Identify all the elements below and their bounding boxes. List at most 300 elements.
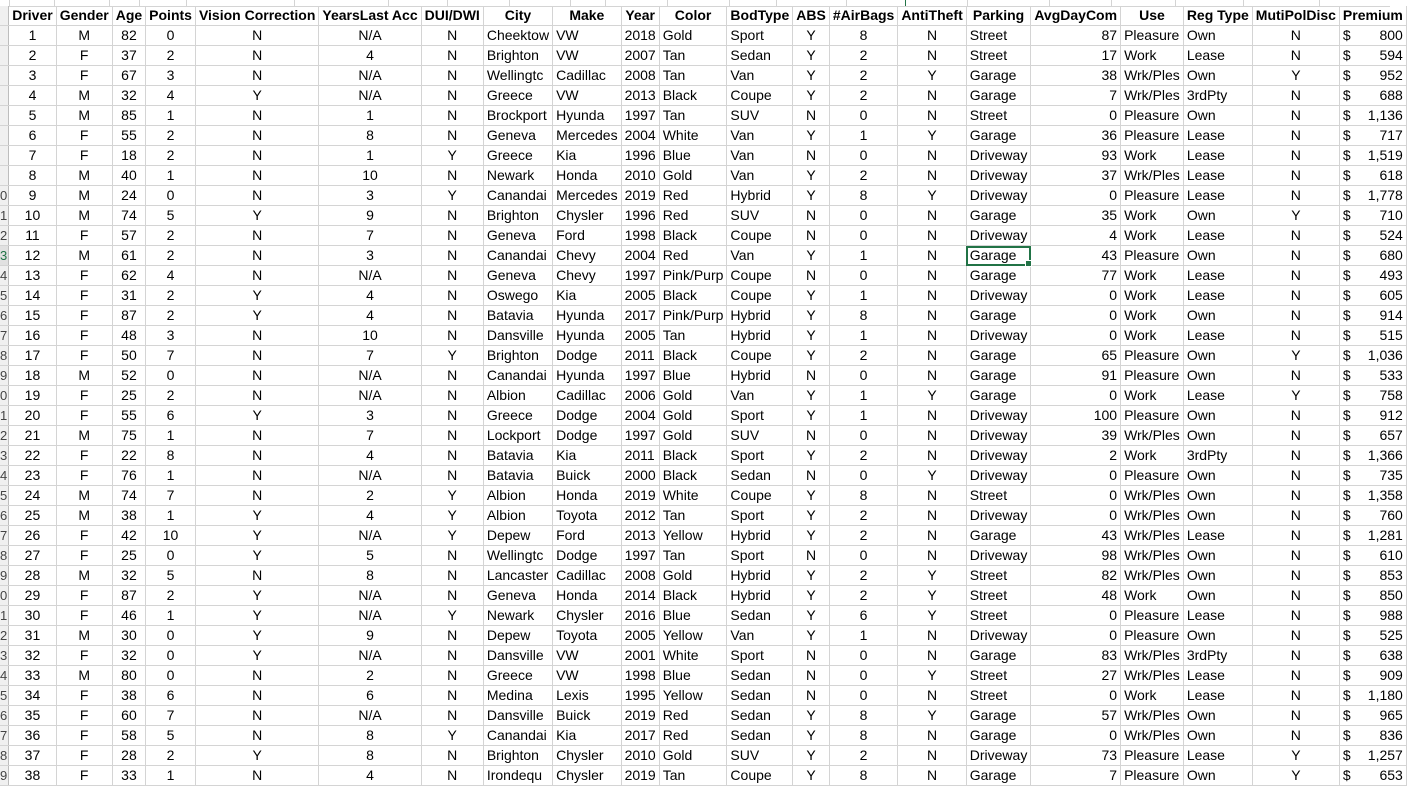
header-use[interactable]: Use bbox=[1121, 6, 1184, 26]
cell-use[interactable]: Wrk/Ples bbox=[1121, 426, 1184, 446]
header-bodtype[interactable]: BodType bbox=[727, 6, 793, 26]
cell-points[interactable]: 0 bbox=[146, 186, 196, 206]
cell-age[interactable]: 32 bbox=[112, 566, 145, 586]
cell-airbags[interactable]: 1 bbox=[829, 126, 897, 146]
cell-parking[interactable]: Garage bbox=[966, 726, 1031, 746]
cell-make[interactable]: Chysler bbox=[553, 766, 621, 786]
cell-year[interactable]: 2006 bbox=[621, 386, 659, 406]
cell-use[interactable]: Pleasure bbox=[1121, 346, 1184, 366]
cell-bodtype[interactable]: Coupe bbox=[727, 86, 793, 106]
cell-color[interactable]: Pink/Purp bbox=[659, 306, 727, 326]
cell-airbags[interactable]: 8 bbox=[829, 486, 897, 506]
cell-mutipoldisc[interactable]: N bbox=[1252, 506, 1339, 526]
cell-gender[interactable]: F bbox=[56, 726, 112, 746]
cell-vision-correction[interactable]: Y bbox=[195, 306, 318, 326]
cell-color[interactable]: Blue bbox=[659, 366, 727, 386]
cell-age[interactable]: 40 bbox=[112, 166, 145, 186]
cell-points[interactable]: 1 bbox=[146, 106, 196, 126]
cell-use[interactable]: Wrk/Ples bbox=[1121, 66, 1184, 86]
cell-vision-correction[interactable]: N bbox=[195, 266, 318, 286]
cell-gender[interactable]: F bbox=[56, 386, 112, 406]
cell-bodtype[interactable]: SUV bbox=[727, 746, 793, 766]
cell-bodtype[interactable]: Hybrid bbox=[727, 326, 793, 346]
cell-use[interactable]: Pleasure bbox=[1121, 746, 1184, 766]
cell-antitheft[interactable]: N bbox=[898, 646, 966, 666]
cell-make[interactable]: Ford bbox=[553, 226, 621, 246]
cell-mutipoldisc[interactable]: N bbox=[1252, 46, 1339, 66]
cell-vision-correction[interactable]: Y bbox=[195, 606, 318, 626]
cell-city[interactable]: Geneva bbox=[483, 126, 552, 146]
cell-airbags[interactable]: 0 bbox=[829, 646, 897, 666]
cell-yearslast-acc[interactable]: 2 bbox=[319, 666, 421, 686]
cell-vision-correction[interactable]: N bbox=[195, 66, 318, 86]
cell-driver[interactable]: 7 bbox=[9, 146, 56, 166]
cell-make[interactable]: Kia bbox=[553, 446, 621, 466]
cell-vision-correction[interactable]: Y bbox=[195, 406, 318, 426]
cell-year[interactable]: 2012 bbox=[621, 506, 659, 526]
cell-reg-type[interactable]: Lease bbox=[1183, 606, 1252, 626]
cell-parking[interactable]: Street bbox=[966, 106, 1031, 126]
cell-reg-type[interactable]: Own bbox=[1183, 506, 1252, 526]
cell-airbags[interactable]: 0 bbox=[829, 426, 897, 446]
cell-mutipoldisc[interactable]: N bbox=[1252, 686, 1339, 706]
cell-bodtype[interactable]: Sedan bbox=[727, 706, 793, 726]
cell-gender[interactable]: F bbox=[56, 526, 112, 546]
cell-age[interactable]: 28 bbox=[112, 746, 145, 766]
cell-mutipoldisc[interactable]: N bbox=[1252, 266, 1339, 286]
cell-driver[interactable]: 33 bbox=[9, 666, 56, 686]
cell-antitheft[interactable]: N bbox=[898, 686, 966, 706]
cell-yearslast-acc[interactable]: N/A bbox=[319, 66, 421, 86]
cell-dui-dwi[interactable]: Y bbox=[421, 726, 483, 746]
cell-premium[interactable] bbox=[1339, 446, 1406, 466]
cell-use[interactable]: Pleasure bbox=[1121, 126, 1184, 146]
cell-mutipoldisc[interactable]: Y bbox=[1252, 206, 1339, 226]
cell-make[interactable]: Toyota bbox=[553, 506, 621, 526]
cell-use[interactable]: Wrk/Ples bbox=[1121, 546, 1184, 566]
cell-city[interactable]: Batavia bbox=[483, 466, 552, 486]
cell-yearslast-acc[interactable]: N/A bbox=[319, 586, 421, 606]
cell-age[interactable]: 58 bbox=[112, 726, 145, 746]
cell-reg-type[interactable]: Own bbox=[1183, 626, 1252, 646]
cell-city[interactable]: Canandai bbox=[483, 186, 552, 206]
cell-airbags[interactable]: 6 bbox=[829, 606, 897, 626]
cell-yearslast-acc[interactable]: 2 bbox=[319, 486, 421, 506]
cell-yearslast-acc[interactable]: N/A bbox=[319, 526, 421, 546]
row-number[interactable]: 1 bbox=[0, 406, 9, 426]
cell-make[interactable]: Honda bbox=[553, 166, 621, 186]
cell-antitheft[interactable]: Y bbox=[898, 666, 966, 686]
cell-bodtype[interactable]: SUV bbox=[727, 206, 793, 226]
row-number[interactable]: 7 bbox=[0, 726, 9, 746]
cell-antitheft[interactable]: Y bbox=[898, 586, 966, 606]
cell-driver[interactable]: 38 bbox=[9, 766, 56, 786]
cell-abs[interactable]: Y bbox=[793, 406, 830, 426]
cell-mutipoldisc[interactable]: N bbox=[1252, 486, 1339, 506]
cell-premium[interactable] bbox=[1339, 166, 1406, 186]
cell-mutipoldisc[interactable]: N bbox=[1252, 406, 1339, 426]
cell-dui-dwi[interactable]: N bbox=[421, 426, 483, 446]
cell-mutipoldisc[interactable]: Y bbox=[1252, 346, 1339, 366]
cell-use[interactable]: Pleasure bbox=[1121, 186, 1184, 206]
cell-age[interactable]: 33 bbox=[112, 766, 145, 786]
cell-yearslast-acc[interactable]: 8 bbox=[319, 566, 421, 586]
cell-year[interactable]: 1996 bbox=[621, 146, 659, 166]
cell-points[interactable]: 7 bbox=[146, 706, 196, 726]
cell-color[interactable]: Black bbox=[659, 446, 727, 466]
cell-driver[interactable]: 37 bbox=[9, 746, 56, 766]
cell-age[interactable]: 74 bbox=[112, 206, 145, 226]
cell-age[interactable]: 60 bbox=[112, 706, 145, 726]
cell-mutipoldisc[interactable]: N bbox=[1252, 566, 1339, 586]
cell-airbags[interactable]: 1 bbox=[829, 246, 897, 266]
cell-year[interactable]: 2005 bbox=[621, 626, 659, 646]
cell-premium[interactable] bbox=[1339, 86, 1406, 106]
cell-bodtype[interactable]: Coupe bbox=[727, 226, 793, 246]
cell-antitheft[interactable]: N bbox=[898, 266, 966, 286]
cell-city[interactable]: Batavia bbox=[483, 446, 552, 466]
cell-bodtype[interactable]: SUV bbox=[727, 426, 793, 446]
cell-gender[interactable]: M bbox=[56, 506, 112, 526]
cell-driver[interactable]: 34 bbox=[9, 686, 56, 706]
row-number[interactable]: 2 bbox=[0, 426, 9, 446]
cell-driver[interactable]: 1 bbox=[9, 26, 56, 46]
cell-mutipoldisc[interactable]: N bbox=[1252, 186, 1339, 206]
header-yearslast-acc[interactable]: YearsLast Acc bbox=[319, 6, 421, 26]
cell-antitheft[interactable]: N bbox=[898, 766, 966, 786]
cell-mutipoldisc[interactable]: N bbox=[1252, 646, 1339, 666]
cell-yearslast-acc[interactable]: 9 bbox=[319, 626, 421, 646]
cell-age[interactable]: 48 bbox=[112, 326, 145, 346]
cell-vision-correction[interactable]: N bbox=[195, 246, 318, 266]
cell-yearslast-acc[interactable]: 4 bbox=[319, 286, 421, 306]
cell-make[interactable]: Hyunda bbox=[553, 326, 621, 346]
header-age[interactable]: Age bbox=[112, 6, 145, 26]
cell-yearslast-acc[interactable]: N/A bbox=[319, 466, 421, 486]
cell-use[interactable]: Work bbox=[1121, 586, 1184, 606]
cell-mutipoldisc[interactable]: N bbox=[1252, 526, 1339, 546]
cell-vision-correction[interactable]: N bbox=[195, 726, 318, 746]
cell-mutipoldisc[interactable]: N bbox=[1252, 166, 1339, 186]
cell-yearslast-acc[interactable]: 1 bbox=[319, 146, 421, 166]
cell-driver[interactable]: 8 bbox=[9, 166, 56, 186]
cell-city[interactable]: Batavia bbox=[483, 306, 552, 326]
row-number[interactable] bbox=[0, 26, 9, 46]
cell-vision-correction[interactable]: N bbox=[195, 186, 318, 206]
cell-yearslast-acc[interactable]: 3 bbox=[319, 246, 421, 266]
cell-use[interactable]: Wrk/Ples bbox=[1121, 566, 1184, 586]
cell-antitheft[interactable]: N bbox=[898, 366, 966, 386]
cell-avgdaycom[interactable]: 7 bbox=[1031, 86, 1121, 106]
cell-use[interactable]: Wrk/Ples bbox=[1121, 166, 1184, 186]
cell-year[interactable]: 2008 bbox=[621, 566, 659, 586]
cell-avgdaycom[interactable]: 2 bbox=[1031, 446, 1121, 466]
cell-bodtype[interactable]: Coupe bbox=[727, 286, 793, 306]
row-number[interactable] bbox=[0, 126, 9, 146]
cell-year[interactable]: 2010 bbox=[621, 746, 659, 766]
header-reg-type[interactable]: Reg Type bbox=[1183, 6, 1252, 26]
row-number[interactable]: 2 bbox=[0, 626, 9, 646]
cell-premium[interactable] bbox=[1339, 686, 1406, 706]
cell-avgdaycom[interactable]: 0 bbox=[1031, 386, 1121, 406]
row-number[interactable]: 3 bbox=[0, 646, 9, 666]
cell-dui-dwi[interactable]: Y bbox=[421, 346, 483, 366]
cell-yearslast-acc[interactable]: 7 bbox=[319, 346, 421, 366]
cell-premium[interactable] bbox=[1339, 346, 1406, 366]
row-number[interactable]: 8 bbox=[0, 346, 9, 366]
cell-points[interactable]: 0 bbox=[146, 666, 196, 686]
cell-gender[interactable]: F bbox=[56, 766, 112, 786]
cell-avgdaycom[interactable]: 43 bbox=[1031, 526, 1121, 546]
cell-yearslast-acc[interactable]: 5 bbox=[319, 546, 421, 566]
cell-airbags[interactable]: 0 bbox=[829, 366, 897, 386]
cell-city[interactable]: Canandai bbox=[483, 366, 552, 386]
cell-airbags[interactable]: 2 bbox=[829, 86, 897, 106]
cell-abs[interactable]: N bbox=[793, 226, 830, 246]
cell-points[interactable]: 3 bbox=[146, 66, 196, 86]
cell-premium[interactable] bbox=[1339, 646, 1406, 666]
row-number[interactable]: 8 bbox=[0, 546, 9, 566]
cell-use[interactable]: Pleasure bbox=[1121, 766, 1184, 786]
cell-color[interactable]: Black bbox=[659, 286, 727, 306]
cell-gender[interactable]: F bbox=[56, 466, 112, 486]
cell-abs[interactable]: Y bbox=[793, 346, 830, 366]
cell-points[interactable]: 5 bbox=[146, 566, 196, 586]
cell-city[interactable]: Dansville bbox=[483, 646, 552, 666]
cell-mutipoldisc[interactable]: N bbox=[1252, 126, 1339, 146]
cell-parking[interactable]: Driveway bbox=[966, 466, 1031, 486]
row-number[interactable]: 4 bbox=[0, 466, 9, 486]
cell-premium[interactable] bbox=[1339, 246, 1406, 266]
cell-gender[interactable]: F bbox=[56, 66, 112, 86]
cell-avgdaycom[interactable]: 91 bbox=[1031, 366, 1121, 386]
cell-use[interactable]: Work bbox=[1121, 326, 1184, 346]
cell-parking[interactable]: Street bbox=[966, 686, 1031, 706]
cell-use[interactable]: Work bbox=[1121, 686, 1184, 706]
cell-vision-correction[interactable]: N bbox=[195, 126, 318, 146]
cell-make[interactable]: Dodge bbox=[553, 546, 621, 566]
cell-dui-dwi[interactable]: N bbox=[421, 246, 483, 266]
cell-bodtype[interactable]: Van bbox=[727, 166, 793, 186]
cell-premium[interactable] bbox=[1339, 606, 1406, 626]
cell-mutipoldisc[interactable]: N bbox=[1252, 366, 1339, 386]
cell-city[interactable]: Irondequ bbox=[483, 766, 552, 786]
cell-bodtype[interactable]: Coupe bbox=[727, 266, 793, 286]
cell-abs[interactable]: N bbox=[793, 106, 830, 126]
cell-year[interactable]: 2008 bbox=[621, 66, 659, 86]
cell-use[interactable]: Work bbox=[1121, 266, 1184, 286]
cell-vision-correction[interactable]: N bbox=[195, 426, 318, 446]
cell-avgdaycom[interactable]: 37 bbox=[1031, 166, 1121, 186]
cell-use[interactable]: Work bbox=[1121, 386, 1184, 406]
cell-avgdaycom[interactable]: 73 bbox=[1031, 746, 1121, 766]
cell-gender[interactable]: F bbox=[56, 266, 112, 286]
cell-make[interactable]: Hyunda bbox=[553, 366, 621, 386]
cell-color[interactable]: Black bbox=[659, 586, 727, 606]
cell-airbags[interactable]: 0 bbox=[829, 146, 897, 166]
header-make[interactable]: Make bbox=[553, 6, 621, 26]
cell-city[interactable]: Geneva bbox=[483, 266, 552, 286]
cell-points[interactable]: 1 bbox=[146, 506, 196, 526]
cell-parking[interactable]: Garage bbox=[966, 346, 1031, 366]
cell-points[interactable]: 1 bbox=[146, 466, 196, 486]
cell-abs[interactable]: Y bbox=[793, 186, 830, 206]
cell-reg-type[interactable]: Own bbox=[1183, 586, 1252, 606]
cell-gender[interactable]: M bbox=[56, 106, 112, 126]
cell-city[interactable]: Wellingtc bbox=[483, 66, 552, 86]
cell-color[interactable]: Red bbox=[659, 706, 727, 726]
cell-city[interactable]: Oswego bbox=[483, 286, 552, 306]
cell-age[interactable]: 31 bbox=[112, 286, 145, 306]
cell-vision-correction[interactable]: Y bbox=[195, 746, 318, 766]
cell-driver[interactable]: 20 bbox=[9, 406, 56, 426]
cell-year[interactable]: 2004 bbox=[621, 406, 659, 426]
cell-dui-dwi[interactable]: N bbox=[421, 706, 483, 726]
row-number[interactable] bbox=[0, 106, 9, 126]
cell-avgdaycom[interactable]: 87 bbox=[1031, 26, 1121, 46]
cell-make[interactable]: Kia bbox=[553, 286, 621, 306]
cell-color[interactable]: Red bbox=[659, 186, 727, 206]
cell-dui-dwi[interactable]: N bbox=[421, 326, 483, 346]
cell-premium[interactable] bbox=[1339, 426, 1406, 446]
header-antitheft[interactable]: AntiTheft bbox=[898, 6, 966, 26]
cell-premium[interactable] bbox=[1339, 386, 1406, 406]
cell-points[interactable]: 7 bbox=[146, 346, 196, 366]
cell-make[interactable]: Chysler bbox=[553, 606, 621, 626]
cell-points[interactable]: 2 bbox=[146, 246, 196, 266]
cell-abs[interactable]: Y bbox=[793, 26, 830, 46]
cell-gender[interactable]: F bbox=[56, 46, 112, 66]
cell-points[interactable]: 2 bbox=[146, 746, 196, 766]
cell-parking[interactable]: Driveway bbox=[966, 406, 1031, 426]
cell-yearslast-acc[interactable]: 6 bbox=[319, 686, 421, 706]
cell-abs[interactable]: N bbox=[793, 266, 830, 286]
cell-mutipoldisc[interactable]: N bbox=[1252, 426, 1339, 446]
cell-airbags[interactable]: 1 bbox=[829, 406, 897, 426]
cell-dui-dwi[interactable]: N bbox=[421, 446, 483, 466]
cell-color[interactable]: Black bbox=[659, 346, 727, 366]
cell-premium[interactable] bbox=[1339, 326, 1406, 346]
cell-reg-type[interactable]: Own bbox=[1183, 346, 1252, 366]
cell-antitheft[interactable]: N bbox=[898, 406, 966, 426]
cell-reg-type[interactable]: Lease bbox=[1183, 226, 1252, 246]
row-number[interactable]: 6 bbox=[0, 706, 9, 726]
cell-points[interactable]: 2 bbox=[146, 306, 196, 326]
cell-bodtype[interactable]: Sedan bbox=[727, 466, 793, 486]
cell-gender[interactable]: M bbox=[56, 626, 112, 646]
cell-year[interactable]: 2019 bbox=[621, 186, 659, 206]
cell-year[interactable]: 2000 bbox=[621, 466, 659, 486]
cell-airbags[interactable]: 0 bbox=[829, 226, 897, 246]
cell-bodtype[interactable]: Sedan bbox=[727, 726, 793, 746]
cell-reg-type[interactable]: Lease bbox=[1183, 46, 1252, 66]
cell-avgdaycom[interactable]: 0 bbox=[1031, 466, 1121, 486]
cell-vision-correction[interactable]: Y bbox=[195, 586, 318, 606]
cell-yearslast-acc[interactable]: 3 bbox=[319, 186, 421, 206]
cell-points[interactable]: 1 bbox=[146, 766, 196, 786]
cell-yearslast-acc[interactable]: N/A bbox=[319, 606, 421, 626]
cell-vision-correction[interactable]: Y bbox=[195, 526, 318, 546]
cell-year[interactable]: 2010 bbox=[621, 166, 659, 186]
cell-gender[interactable]: F bbox=[56, 226, 112, 246]
cell-points[interactable]: 2 bbox=[146, 46, 196, 66]
cell-airbags[interactable]: 1 bbox=[829, 326, 897, 346]
row-number[interactable] bbox=[0, 66, 9, 86]
cell-year[interactable]: 2011 bbox=[621, 446, 659, 466]
cell-driver[interactable]: 23 bbox=[9, 466, 56, 486]
cell-mutipoldisc[interactable]: N bbox=[1252, 86, 1339, 106]
row-number[interactable]: 9 bbox=[0, 366, 9, 386]
cell-city[interactable]: Lockport bbox=[483, 426, 552, 446]
cell-premium[interactable] bbox=[1339, 46, 1406, 66]
cell-parking[interactable]: Garage bbox=[966, 66, 1031, 86]
cell-driver[interactable]: 14 bbox=[9, 286, 56, 306]
cell-abs[interactable]: Y bbox=[793, 526, 830, 546]
cell-dui-dwi[interactable]: N bbox=[421, 206, 483, 226]
cell-gender[interactable]: M bbox=[56, 206, 112, 226]
cell-driver[interactable]: 3 bbox=[9, 66, 56, 86]
cell-make[interactable]: Kia bbox=[553, 726, 621, 746]
cell-make[interactable]: Honda bbox=[553, 486, 621, 506]
cell-city[interactable]: Canandai bbox=[483, 246, 552, 266]
cell-avgdaycom[interactable]: 100 bbox=[1031, 406, 1121, 426]
cell-year[interactable]: 2017 bbox=[621, 726, 659, 746]
cell-abs[interactable]: N bbox=[793, 426, 830, 446]
cell-avgdaycom[interactable]: 38 bbox=[1031, 66, 1121, 86]
cell-bodtype[interactable]: Coupe bbox=[727, 486, 793, 506]
cell-abs[interactable]: N bbox=[793, 206, 830, 226]
cell-parking[interactable]: Garage bbox=[966, 386, 1031, 406]
cell-use[interactable]: Work bbox=[1121, 226, 1184, 246]
cell-airbags[interactable]: 0 bbox=[829, 686, 897, 706]
cell-dui-dwi[interactable]: N bbox=[421, 86, 483, 106]
cell-parking[interactable]: Street bbox=[966, 486, 1031, 506]
cell-city[interactable]: Brighton bbox=[483, 746, 552, 766]
cell-use[interactable]: Pleasure bbox=[1121, 106, 1184, 126]
cell-parking[interactable]: Driveway bbox=[966, 286, 1031, 306]
cell-city[interactable]: Greece bbox=[483, 86, 552, 106]
cell-age[interactable]: 38 bbox=[112, 506, 145, 526]
cell-age[interactable]: 82 bbox=[112, 26, 145, 46]
cell-use[interactable]: Wrk/Ples bbox=[1121, 666, 1184, 686]
cell-year[interactable]: 2005 bbox=[621, 326, 659, 346]
cell-mutipoldisc[interactable]: N bbox=[1252, 146, 1339, 166]
cell-premium[interactable] bbox=[1339, 26, 1406, 46]
cell-mutipoldisc[interactable]: N bbox=[1252, 326, 1339, 346]
cell-make[interactable]: VW bbox=[553, 646, 621, 666]
cell-color[interactable]: Gold bbox=[659, 426, 727, 446]
cell-mutipoldisc[interactable]: N bbox=[1252, 606, 1339, 626]
cell-reg-type[interactable]: Own bbox=[1183, 106, 1252, 126]
cell-avgdaycom[interactable]: 48 bbox=[1031, 586, 1121, 606]
header-points[interactable]: Points bbox=[146, 6, 196, 26]
cell-year[interactable]: 1998 bbox=[621, 226, 659, 246]
cell-age[interactable]: 38 bbox=[112, 686, 145, 706]
cell-antitheft[interactable]: N bbox=[898, 206, 966, 226]
cell-dui-dwi[interactable]: N bbox=[421, 286, 483, 306]
cell-bodtype[interactable]: Sport bbox=[727, 646, 793, 666]
cell-avgdaycom[interactable]: 77 bbox=[1031, 266, 1121, 286]
cell-driver[interactable]: 29 bbox=[9, 586, 56, 606]
cell-abs[interactable]: Y bbox=[793, 306, 830, 326]
cell-gender[interactable]: F bbox=[56, 646, 112, 666]
cell-color[interactable]: Tan bbox=[659, 766, 727, 786]
cell-year[interactable]: 2019 bbox=[621, 706, 659, 726]
cell-avgdaycom[interactable]: 0 bbox=[1031, 506, 1121, 526]
cell-premium[interactable] bbox=[1339, 526, 1406, 546]
cell-year[interactable]: 2001 bbox=[621, 646, 659, 666]
cell-color[interactable]: White bbox=[659, 486, 727, 506]
